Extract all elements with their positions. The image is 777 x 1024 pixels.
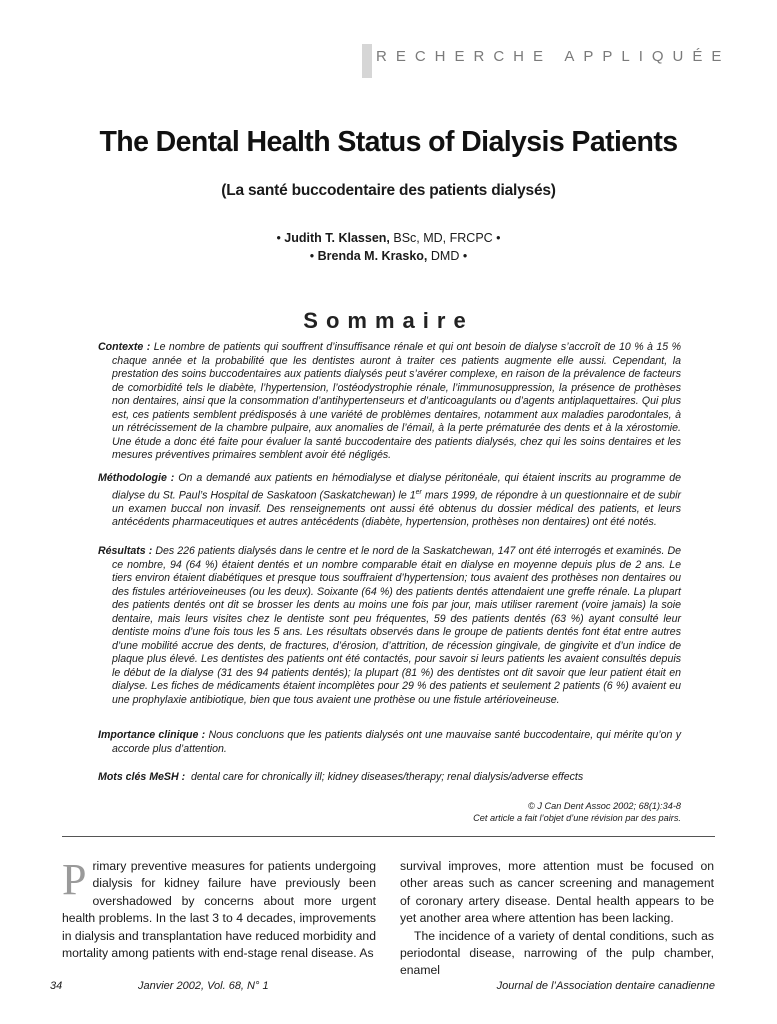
body-column-right (400, 858, 714, 980)
body-paragraph: rimary preventive measures for patients undergoing dialysis for kidney failure have previously been overshadowed by concerns about more urgent health problems. In the last 3 to 4 decades, improvements in dialysis and transplantation have reduced morbidity and mortality among patients with end-stage renal disease. As (62, 859, 376, 961)
peer-review-note: Cet article a fait l’objet d’une révision par des pairs. (473, 813, 681, 823)
abstract-label: Méthodologie : (98, 472, 175, 484)
abstract-resultats (98, 545, 681, 707)
body-paragraph: survival improves, more attention must be focused on other areas such as cancer screening and management of coronary artery disease. Dental health appears to be yet another area where attention has been lacking. (400, 859, 714, 926)
abstract-keywords (98, 771, 681, 785)
sommaire-heading: Sommaire (303, 308, 474, 333)
body-paragraph: The incidence of a variety of dental conditions, such as periodontal disease, narrowing of the pulp chamber, enamel (400, 928, 714, 978)
abstract-text: Nous concluons que les patients dialysés ont une mauvaise santé buccodentaire, qui mérite qu’on y accorde plus d’attention. (112, 729, 681, 755)
article-title: The Dental Health Status of Dialysis Patients (99, 126, 678, 158)
body-column-left (62, 855, 376, 962)
ordinal-superscript: er (415, 488, 422, 496)
article-subtitle: (La santé buccodentaire des patients dialysés) (221, 182, 556, 199)
page-number: 34 (50, 980, 63, 992)
section-label: RECHERCHE APPLIQUÉE (376, 48, 731, 65)
journal-name: Journal de l’Association dentaire canadienne (496, 980, 715, 992)
author-name: Brenda M. Krasko, (317, 249, 428, 263)
author-line-1: • Judith T. Klassen, BSc, MD, FRCPC • (276, 231, 501, 245)
abstract-label: Importance clinique : (98, 729, 206, 741)
keywords-label: Mots clés MeSH : (98, 771, 186, 783)
author-name: Judith T. Klassen, (284, 231, 390, 245)
abstract-text-continued: mars 1999, de répondre à un questionnaire et de subir un examen buccal non invasif. Des renseignements ont aussi été obtenus du dossier médical des patients, et leurs antécédents pharmaceutiques et autres antécédents (diabète, hypertension, prothèses non dentaires) ont été notés. (112, 489, 681, 529)
section-header (362, 44, 731, 78)
section-marker-bar (362, 44, 372, 78)
abstract-text: Le nombre de patients qui souffrent d’insuffisance rénale et qui ont besoin de dialyse s’accroît de 10 % à 15 % chaque année et la probabilité que les dentistes auront à traiter ces patients augmente elle aussi. Cependant, la prestation des soins buccodentaires aux patients dialysés peut s’avérer complexe, en raison de la prévalence de facteurs de comorbidité tels le diabète, l’hypertension, l’ostéodystrophie rénale, l’immunosuppression, la présence de prothèses non dentaires, ainsi que la consommation d’antihypertenseurs et d’anticoagulants ou d’agents antiplaquettaires. Qui plus est, ces patients semblent prédisposés à une variété de problèmes dentaires, notamment aux maladies parodontales, à un rétrécissement de la chambre pulpaire, aux anomalies de l’émail, à la perte prématurée des dents et à la xérostomie. Une étude a donc été faite pour évaluer la santé buccodentaire des patients dialysés, chez qui les soins dentaires et les mesures préventives primaires semblent avoir été négligés. (112, 341, 681, 461)
citation-block (473, 800, 681, 824)
author-line-2: • Brenda M. Krasko, DMD • (309, 249, 468, 263)
abstract-methodologie (98, 472, 681, 530)
abstract-label: Résultats : (98, 545, 153, 557)
abstract-label: Contexte : (98, 341, 151, 353)
abstract-text: On a demandé aux patients en hémodialyse et dialyse péritonéale, qui étaient inscrits au programme de dialyse du St. Paul’s Hospital de Saskatoon (Saskatchewan) le 1 (112, 472, 681, 502)
issue-info: Janvier 2002, Vol. 68, N° 1 (138, 980, 269, 992)
drop-cap: P (62, 855, 87, 904)
abstract-importance (98, 729, 681, 756)
keywords-text: dental care for chronically ill; kidney diseases/therapy; renal dialysis/adverse effects (191, 771, 584, 783)
abstract-text: Des 226 patients dialysés dans le centre et le nord de la Saskatchewan, 147 ont été interrogés et examinés. De ce nombre, 94 (64 %) étaient dentés et un nombre comparable était en dialyse en moyenne depuis plus de 2 ans. Le tiers environ étaient diabétiques et presque tous souffraient d’hypertension; tous avaient des prothèses non dentaires ou des fistules artérioveineuses (ou les deux). Soixante (64 %) des patients dentés attendaient une greffe rénale. La plupart des patients dentés ont dit se brosser les dents au moins une fois par jour, mais utiliser rarement (voire jamais) la soie dentaire, mais leurs visites chez le dentiste sont peu fréquentes, 59 des patients dentés (63 %) ayant consulté leur dentiste moins d’une fois tous les 5 ans. Les résultats observés dans le groupe de patients dentés font état entre autres d’une mobilité accrue des dents, de fractures, d’érosion, d’attrition, de récession gingivale, de gingivite et d’un indice de plaque plus élevé. Les dentistes des patients ont été contactés, pour savoir si leurs patients les avaient consultés depuis le début de la dialyse (31 des 94 patients dentés); la plupart (81 %) des dentistes ont dit savoir que leur patient était en dialyse. Les fiches de médicaments étaient incomplètes pour 29 % des patients et seulement 2 patients (6 %) avaient eu une prophylaxie antibiotique, bien que tous avaient une prothèse ou une fistule artérioveineuse. (112, 545, 681, 706)
author-credentials: DMD (430, 249, 460, 263)
author-credentials: BSc, MD, FRCPC (393, 231, 493, 245)
citation-reference: © J Can Dent Assoc 2002; 68(1):34-8 (528, 801, 681, 811)
abstract-contexte (98, 341, 681, 463)
horizontal-divider (62, 836, 715, 837)
